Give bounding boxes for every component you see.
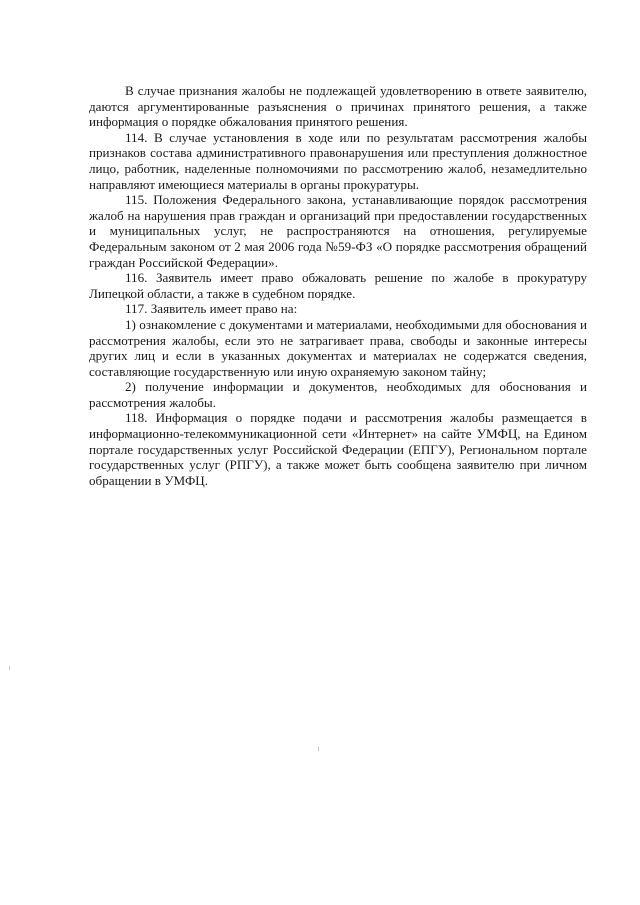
paragraph-117-item-2: 2) получение информации и документов, необходимых для обоснования и рассмотрения жалобы. xyxy=(89,379,587,410)
paragraph-117-item-1: 1) ознакомление с документами и материалами, необходимыми для обоснования и рассмотрения жалобы, если это не затрагивает права, свободы и законные интересы других лиц и если в указанных документах и материалах не содержатся сведения, составляющие государственную или иную охраняемую законом тайну; xyxy=(89,316,587,379)
scan-speck xyxy=(318,747,319,751)
document-body xyxy=(89,83,587,488)
paragraph-complaint-rejection: В случае признания жалобы не подлежащей удовлетворению в ответе заявителю, даются аргументированные разъяснения о причинах принятого решения, а также информация о порядке обжалования принятого решения. xyxy=(89,83,587,130)
paragraph-114: 114. В случае установления в ходе или по результатам рассмотрения жалобы признаков состава административного правонарушения или преступления должностное лицо, работник, наделенные полномочиями по рассмотрению жалоб, незамедлительно направляют имеющиеся материалы в органы прокуратуры. xyxy=(89,129,587,192)
scan-speck xyxy=(9,666,10,670)
paragraph-118: 118. Информация о порядке подачи и рассмотрения жалобы размещается в информационно-телекоммуникационной сети «Интернет» на сайте УМФЦ, на Едином портале государственных услуг Российской Федерации (ЕПГУ), Региональном портале государственных услуг (РПГУ), а также может быть сообщена заявителю при личном обращении в УМФЦ. xyxy=(89,410,587,488)
paragraph-115: 115. Положения Федерального закона, устанавливающие порядок рассмотрения жалоб на нарушения прав граждан и организаций при предоставлении государственных и муниципальных услуг, не распространяются на отношения, регулируемые Федеральным законом от 2 мая 2006 года №59-ФЗ «О порядке рассмотрения обращений граждан Российской Федерации». xyxy=(89,192,587,270)
paragraph-116: 116. Заявитель имеет право обжаловать решение по жалобе в прокуратуру Липецкой области, а также в судебном порядке. xyxy=(89,270,587,301)
paragraph-117: 117. Заявитель имеет право на: xyxy=(125,301,298,317)
